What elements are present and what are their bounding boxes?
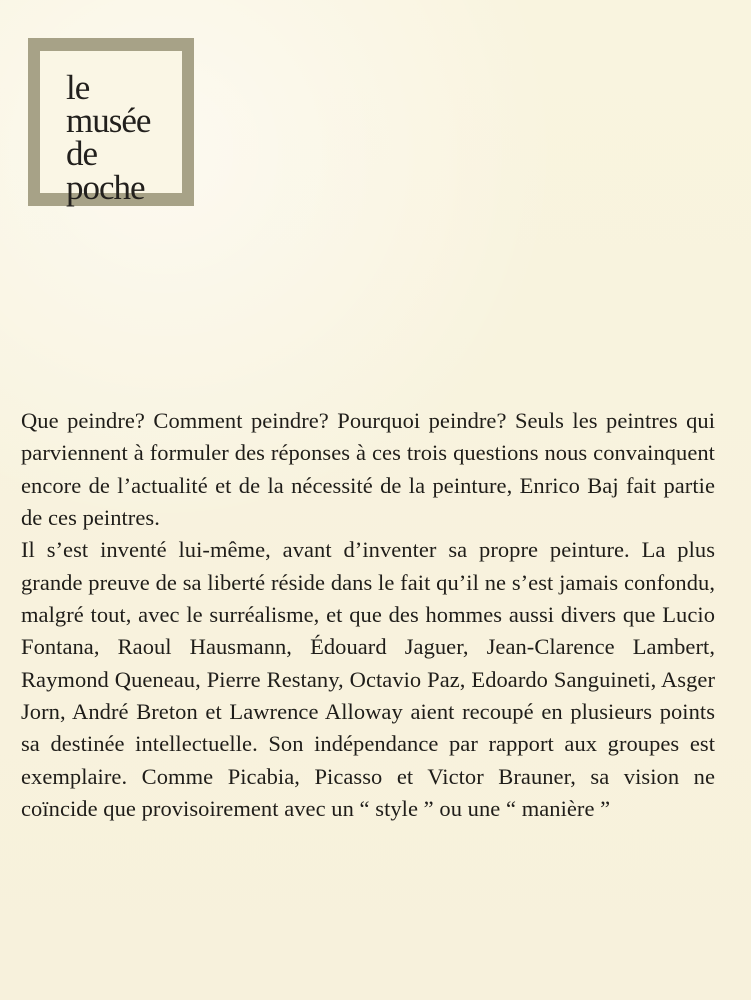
description-text	[21, 405, 715, 825]
logo-word-poche: poche	[66, 168, 145, 207]
logo-inner-panel	[40, 51, 182, 207]
publisher-logo	[28, 38, 194, 206]
logo-word-musee: musée	[66, 101, 151, 140]
description-paragraph-2: Il s’est inventé lui-même, avant d’inventer sa propre peinture. La plus grande preuve de sa liberté réside dans le fait qu’il ne s’est jamais confondu, malgré tout, avec le surréalisme, et que des hommes aussi divers que Lucio Fontana, Raoul Hausmann, Édouard Jaguer, Jean-Clarence Lambert, Raymond Queneau, Pierre Restany, Octavio Paz, Edoardo Sanguineti, Asger Jorn, André Breton et Lawrence Alloway aient recoupé en plusieurs points sa destinée intellectuelle. Son indépendance par rapport aux groupes est exemplaire. Comme Picabia, Picasso et Victor Brauner, sa vision ne coïncide que provisoirement avec un “ style ” ou une “ manière ”	[21, 537, 715, 822]
description-paragraph-1: Que peindre? Comment peindre? Pourquoi peindre? Seuls les peintres qui parviennent à formuler des réponses à ces trois questions nous convainquent encore de l’actualité et de la nécessité de la peinture, Enrico Baj fait partie de ces peintres.	[21, 408, 715, 531]
logo-word-le: le	[66, 68, 90, 107]
logo-word-de: de	[66, 134, 98, 173]
